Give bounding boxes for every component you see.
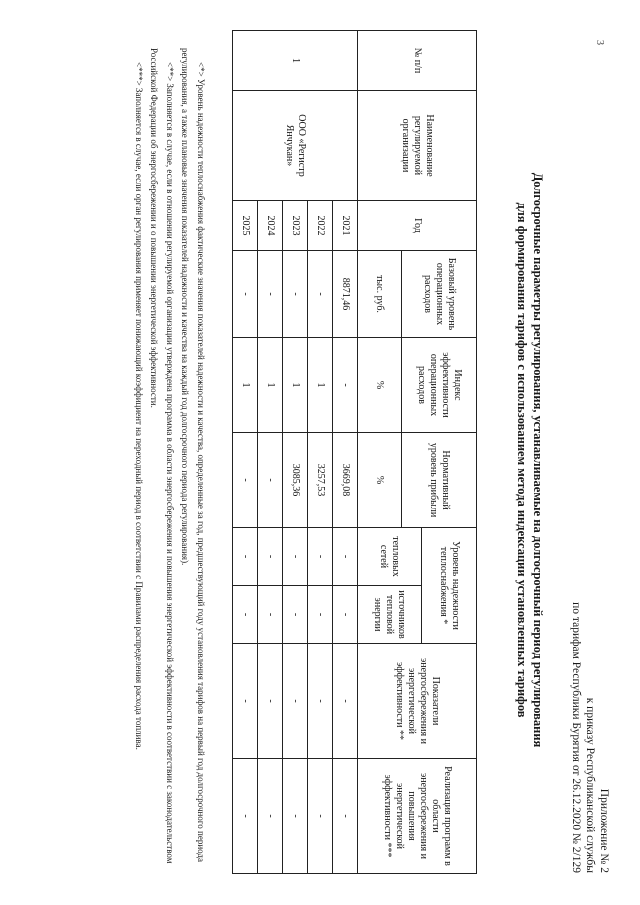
cell-energy-indicators: -: [333, 644, 358, 759]
footnote-3: <***> Заполняется в случае, если орган регулирования применяет понижающий коэффициент на переходный период в соответствии с Правилами распределения расхода топлива.: [134, 62, 144, 750]
header-energy-program: Реализация программ в области энергосбережения и повышения энергетической эффективности ***: [358, 759, 477, 874]
cell-efficiency-index: 1: [258, 338, 283, 433]
cell-energy-program: -: [283, 759, 308, 874]
header-reliability-networks: тепловых сетей: [358, 528, 422, 586]
row-number: 1: [233, 31, 358, 91]
unit-profit: %: [358, 433, 402, 528]
header-year: Год: [358, 201, 477, 251]
cell-energy-program: -: [308, 759, 333, 874]
cell-reliability-networks: -: [283, 528, 308, 586]
header-energy-indicators: Показатели энергосбережения и энергетической эффективности **: [358, 644, 477, 759]
cell-reliability-sources: -: [333, 586, 358, 644]
heading-line-1: Долгосрочные параметры регулирования, устанавливаемые на долгосрочный период регулирования: [531, 172, 545, 748]
footnote-1: <*> Уровень надежности теплоснабжения фактические значения показателей надежности и качества, определенные за год, предшествующий году установления тарифов на первый год долгосрочного периода регулирования, а также плановые значения показателей надежности и качества на каждый год долгосрочного периода регулирования).: [180, 48, 206, 862]
cell-reliability-sources: -: [283, 586, 308, 644]
cell-efficiency-index: 1: [233, 338, 258, 433]
cell-year: 2023: [283, 201, 308, 251]
cell-base-opex: -: [233, 251, 258, 338]
page-number: 3: [594, 40, 605, 45]
cell-base-opex: -: [308, 251, 333, 338]
cell-base-opex: -: [258, 251, 283, 338]
cell-profit: -: [233, 433, 258, 528]
cell-year: 2021: [333, 201, 358, 251]
cell-efficiency-index: 1: [283, 338, 308, 433]
cell-efficiency-index: 1: [308, 338, 333, 433]
footnotes: [131, 48, 209, 888]
unit-efficiency-index: %: [358, 338, 402, 433]
cell-year: 2024: [258, 201, 283, 251]
header-reliability-sources: источников тепловой энергии: [358, 586, 422, 644]
header-base-opex: Базовый уровень операционных расходов: [402, 251, 477, 338]
cell-year: 2025: [233, 201, 258, 251]
heading-line-2: для формирования тарифов с использованием метода индексации установленных тарифов: [515, 202, 529, 718]
appendix-line-2: к приказу Республиканской службы: [584, 697, 596, 873]
cell-efficiency-index: -: [333, 338, 358, 433]
cell-profit: 3257,53: [308, 433, 333, 528]
cell-energy-program: -: [233, 759, 258, 874]
table-row: [333, 31, 358, 874]
cell-year: 2022: [308, 201, 333, 251]
cell-energy-program: -: [333, 759, 358, 874]
cell-profit: 3669,08: [333, 433, 358, 528]
cell-base-opex: 8871,46: [333, 251, 358, 338]
header-efficiency-index: Индекс эффективности операционных расходов: [402, 338, 477, 433]
footnote-2: <**> Заполняется в случае, если в отношении регулируемой организации утверждена программа в области энергосбережения и повышения энергетической эффективности в соответствии с законодательством Российской Федерации об энергосбережении и о повышении энергетической эффективности.: [149, 48, 175, 864]
appendix-line-3: по тарифам Республики Бурятия от 26.12.2020 № 2/129: [570, 602, 582, 873]
cell-energy-indicators: -: [308, 644, 333, 759]
cell-reliability-sources: -: [308, 586, 333, 644]
header-profit: Нормативный уровень прибыли: [402, 433, 477, 528]
cell-base-opex: -: [283, 251, 308, 338]
appendix-line-1: Приложение № 2: [598, 788, 610, 873]
cell-profit: -: [258, 433, 283, 528]
header-reliability: Уровень надежности теплоснабжения *: [422, 528, 477, 644]
organization-name: ООО «Регистр Янчукан»: [233, 91, 358, 201]
cell-energy-indicators: -: [258, 644, 283, 759]
cell-energy-indicators: -: [233, 644, 258, 759]
header-org: Наименование регулируемой организации: [358, 91, 477, 201]
cell-reliability-networks: -: [233, 528, 258, 586]
cell-reliability-networks: -: [308, 528, 333, 586]
cell-profit: 3085,36: [283, 433, 308, 528]
cell-energy-program: -: [258, 759, 283, 874]
cell-reliability-networks: -: [333, 528, 358, 586]
cell-reliability-sources: -: [258, 586, 283, 644]
cell-energy-indicators: -: [283, 644, 308, 759]
cell-reliability-networks: -: [258, 528, 283, 586]
header-num: № п/п: [358, 31, 477, 91]
cell-reliability-sources: -: [233, 586, 258, 644]
unit-base-opex: тыс. руб.: [358, 251, 402, 338]
parameters-table: [232, 30, 477, 874]
